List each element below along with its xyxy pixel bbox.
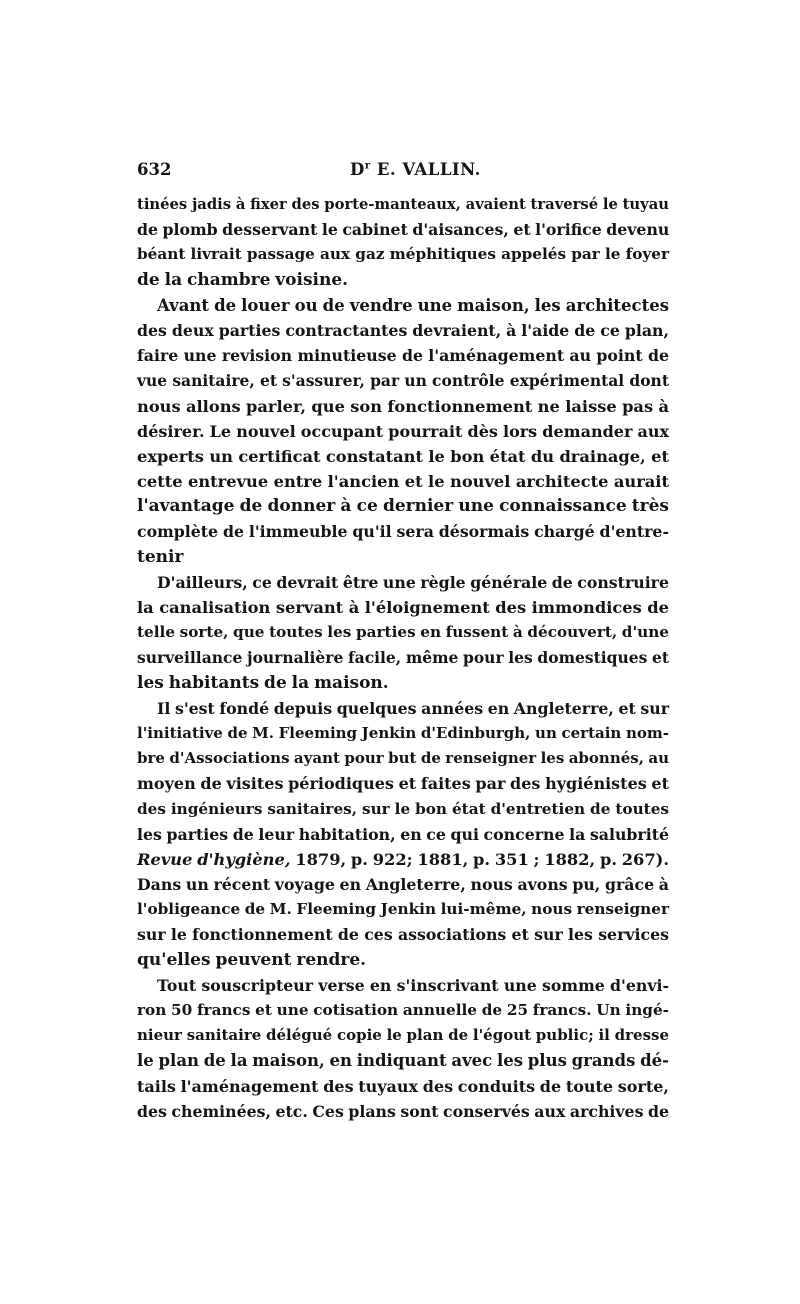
text-line: des ingénieurs sanitaires, sur le bon état d'entretien de toutes <box>137 799 669 818</box>
text-line: les habitants de la maison. <box>137 672 389 693</box>
text-line: l'obligeance de M. Fleeming Jenkin lui-même, nous renseigner <box>137 900 669 919</box>
text-line: le plan de la maison, en indiquant avec les plus grands dé- <box>137 1051 669 1071</box>
text-line: tenir <box>137 546 184 567</box>
page-number: 632 <box>137 160 172 179</box>
text-line: experts un certificat constatant le bon état du drainage, et <box>137 446 669 466</box>
citation-line <box>137 847 669 872</box>
text-line: Tout souscripteur verse en s'inscrivant une somme d'envi- <box>157 975 669 995</box>
text-line: des deux parties contractantes devraient, à l'aide de ce plan, <box>137 320 669 340</box>
text-line: Il s'est fondé depuis quelques années en Angleterre, et sur <box>157 698 669 718</box>
text-line: cette entrevue entre l'ancien et le nouvel architecte aurait <box>137 472 669 492</box>
text-line: l'avantage de donner à ce dernier une connaissance très <box>137 496 669 517</box>
text-line: telle sorte, que toutes les parties en fussent à découvert, d'une <box>137 623 669 642</box>
text-line: qu'elles peuvent rendre. <box>137 949 367 970</box>
author-sup: r <box>364 160 371 172</box>
text-line: Dans un récent voyage en Angleterre, nous avons pu, grâce à <box>137 875 669 895</box>
text-line: tinées jadis à fixer des porte-manteaux, avaient traversé le tuyau <box>137 196 669 213</box>
text-line: faire une revision minutieuse de l'aménagement au point de <box>137 346 669 366</box>
text-line: bre d'Associations ayant pour but de renseigner les abonnés, au <box>137 749 669 768</box>
page-header <box>137 160 669 184</box>
text-line: l'initiative de M. Fleeming Jenkin d'Edinburgh, un certain nom- <box>137 723 669 742</box>
text-line: Avant de louer ou de vendre une maison, les architectes <box>157 295 669 315</box>
author-prefix: D <box>350 160 365 179</box>
text-line: nous allons parler, que son fonctionnement ne laisse pas à <box>137 396 669 416</box>
text-line: D'ailleurs, ce devrait être une règle générale de construire <box>157 572 669 592</box>
text-line: tails l'aménagement des tuyaux des conduits de toute sorte, <box>137 1076 669 1096</box>
text-line: la canalisation servant à l'éloignement des immondices de <box>137 598 669 617</box>
text-line: nieur sanitaire délégué copie le plan de l'égout public; il dresse <box>137 1026 669 1045</box>
text-line: ron 50 francs et une cotisation annuelle de 25 francs. Un ingé- <box>137 1001 669 1019</box>
running-head <box>350 160 481 179</box>
text-line: béant livrait passage aux gaz méphitiques appelés par le foyer <box>137 245 669 264</box>
text-line: de la chambre voisine. <box>137 269 349 290</box>
text-line: les parties de leur habitation, en ce qui concerne la salubrité <box>137 824 669 844</box>
text-line: complète de l'immeuble qu'il sera désormais chargé d'entre- <box>137 522 669 542</box>
text-line: moyen de visites périodiques et faites par des hygiénistes et <box>137 774 669 794</box>
text-line: des cheminées, etc. Ces plans sont conservés aux archives de <box>137 1101 669 1121</box>
citation-details: 1879, p. 922; 1881, p. 351 ; 1882, p. 267). <box>290 849 670 869</box>
author-name: E. VALLIN. <box>370 160 481 179</box>
text-line: surveillance journalière facile, même pour les domestiques et <box>137 648 669 668</box>
text-line: désirer. Le nouvel occupant pourrait dès lors demander aux <box>137 421 669 441</box>
text-line: de plomb desservant le cabinet d'aisances, et l'orifice devenu <box>137 220 670 240</box>
text-line: sur le fonctionnement de ces associations et sur les services <box>137 925 669 945</box>
body-text <box>137 192 669 1124</box>
citation-journal: Revue d'hygiène, <box>137 849 291 869</box>
text-line: vue sanitaire, et s'assurer, par un contrôle expérimental dont <box>137 371 669 391</box>
